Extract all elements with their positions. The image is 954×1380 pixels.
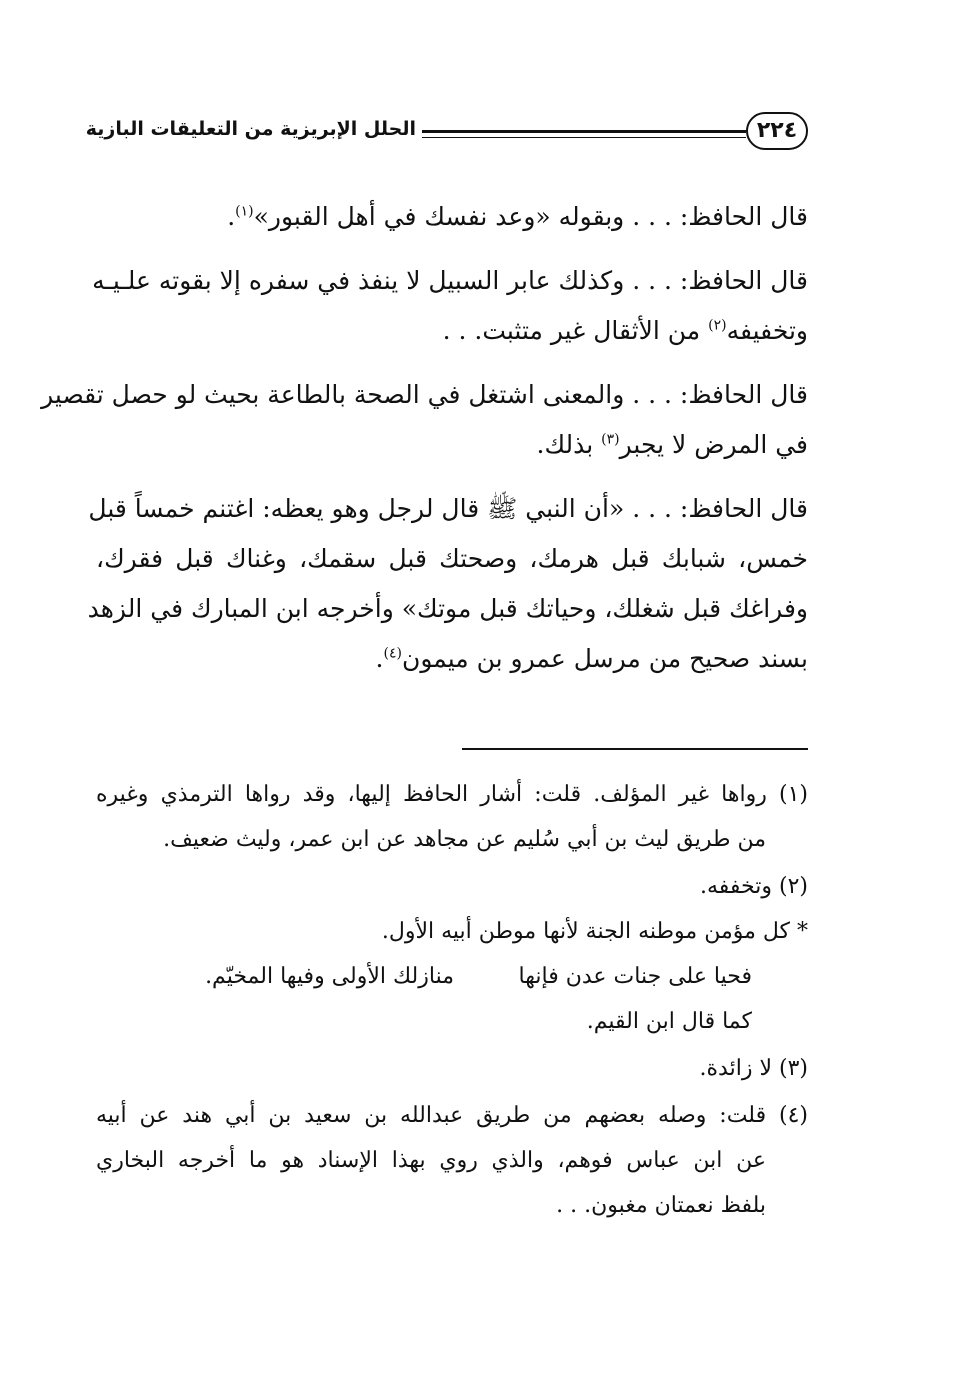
footnote-line: (١) رواها غير المؤلف. قلت: أشار الحافظ إليها، وقد رواها الترمذي وغيره [96,782,808,807]
footnote-4 [96,1093,808,1228]
footnotes [96,772,808,1230]
text-line: وتخفيفه$^{(٢)}$ من الأثقال غير متثبت. . . [442,316,808,345]
footnote-1 [96,772,808,862]
text-line: وفراغك قبل شغلك، وحياتك قبل موتك» وأخرجه ابن المبارك في الزهد [87,594,808,623]
running-title: الحلل الإبريزية من التعليقات البازية [85,118,416,140]
footnote-line: من طريق ليث بن أبي سُليم عن مجاهد عن ابن عمر، وليث ضعيف. [163,827,766,852]
verse-second-hemistich: منازلك الأولى وفيها المخيّم. [205,964,454,989]
text-line: بسند صحيح من مرسل عمرو بن ميمون$^{(٤)}$. [375,644,808,673]
footnote-line: بلفظ نعمتان مغبون. . . [556,1193,766,1218]
footnote-line: (٤) قلت: وصله بعضهم من طريق عبدالله بن سعيد بن أبي هند عن أبيه [96,1103,808,1128]
poem-verse [96,954,808,999]
header-rule-thin [422,137,746,138]
footnote-ref-3: (٣) [601,431,620,448]
footnote-ref-4: (٤) [383,645,402,662]
text-line: قال الحافظ: . . . والمعنى اشتغل في الصحة بالطاعة بحيث لو حصل تقصير [41,380,808,409]
paragraph-3 [41,370,808,470]
footnote-3 [96,1046,808,1091]
footnote-line: (٢) وتخففه. [700,874,808,899]
text-line: قال الحافظ: . . . «أن النبي ﷺ قال لرجل وهو يعظه: اغتنم خمساً قبل [88,494,808,523]
header-rule-thick [422,130,746,133]
verse-attribution: كما قال ابن القيم. [586,1009,752,1034]
footnote-line: عن ابن عباس فوهم، والذي روي بهذا الإسناد هو ما أخرجه البخاري [96,1148,766,1173]
page-header [85,110,814,158]
footnote-star-note: * كل مؤمن موطنه الجنة لأنها موطن أبيه الأول. [381,919,808,944]
footnote-2 [96,864,808,1044]
paragraph-4 [87,484,808,684]
main-text [41,192,808,698]
footnote-separator [462,748,808,750]
text-line: قال الحافظ: . . . وبقوله «وعد نفسك في أهل القبور»$^{(١)}$. [227,202,808,231]
page-number: ٢٢٤ [746,112,808,150]
footnote-line: (٣) لا زائدة. [699,1056,808,1081]
text-line: في المرض لا يجبر$^{(٣)}$ بذلك. [536,430,808,459]
paragraph-1 [96,192,808,242]
paragraph-2 [92,256,808,356]
text-line: خمس، شبابك قبل هرمك، وصحتك قبل سقمك، وغناك قبل فقرك، [96,544,808,573]
footnote-ref-2: (٢) [708,317,727,334]
footnote-ref-1: (١) [235,203,254,220]
verse-first-hemistich: فحيا على جنات عدن فإنها [518,964,752,989]
text-line: قال الحافظ: . . . وكذلك عابر السبيل لا ينفذ في سفره إلا بقوته علـيـه [92,266,808,295]
